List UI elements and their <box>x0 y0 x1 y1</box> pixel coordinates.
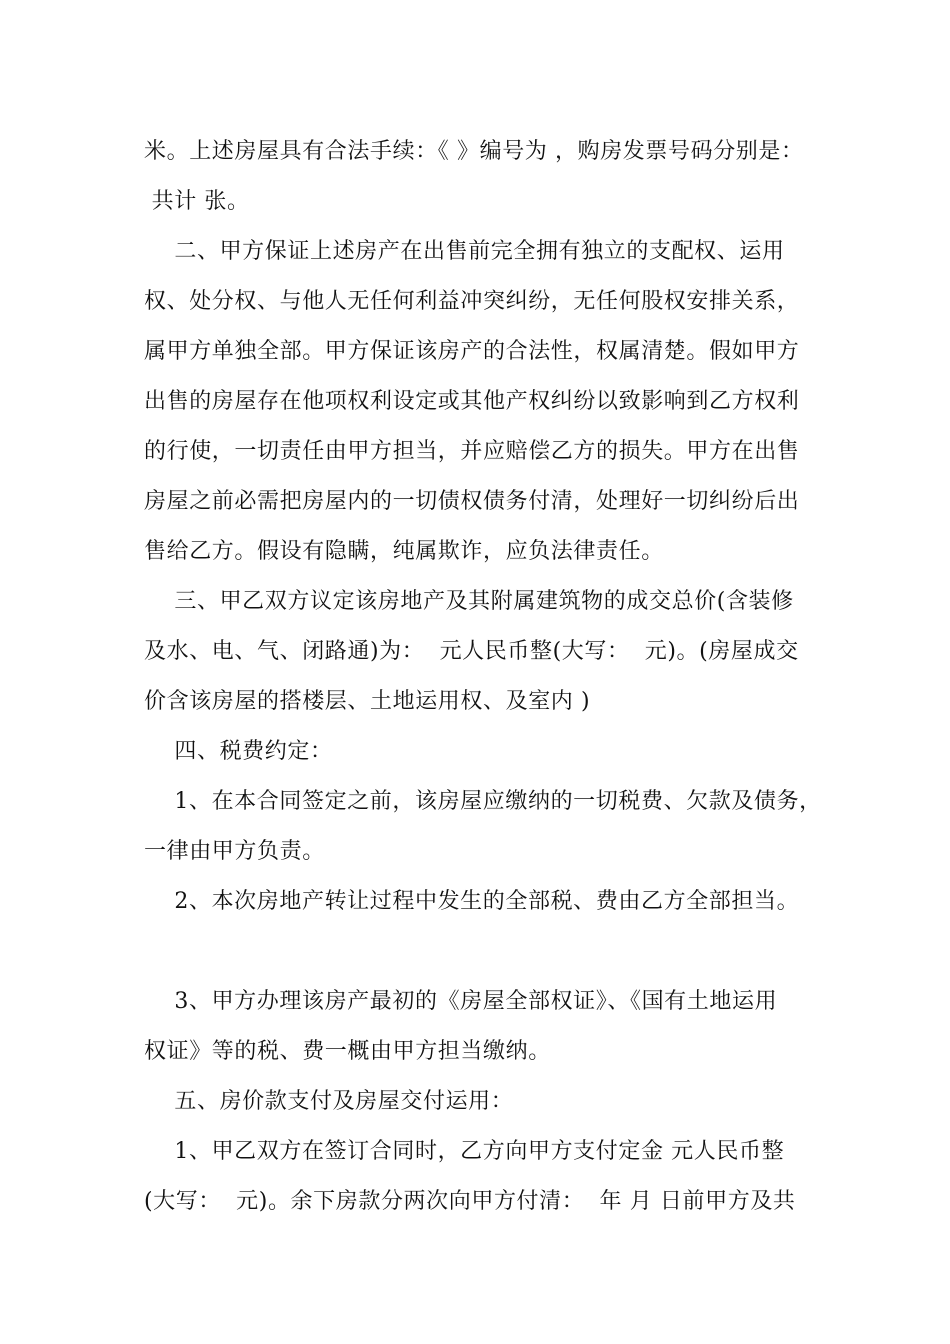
text-line: 1、甲乙双方在签订合同时，乙方向甲方支付定金 元人民币整 <box>144 1139 785 1164</box>
text-line: 及水、电、气、闭路通)为： 元人民币整(大写： 元)。(房屋成交 <box>144 639 799 664</box>
text-line: 的行使，一切责任由甲方担当，并应赔偿乙方的损失。甲方在出售 <box>144 439 800 464</box>
text-line: 五、房价款支付及房屋交付运用： <box>144 1089 514 1114</box>
text-line: 共计 张。 <box>144 189 250 214</box>
text-line: 权证》等的税、费一概由甲方担当缴纳。 <box>144 1039 551 1064</box>
text-line: 1、在本合同签定之前，该房屋应缴纳的一切税费、欠款及债务， <box>144 789 822 814</box>
text-line: 属甲方单独全部。甲方保证该房产的合法性，权属清楚。假如甲方 <box>144 339 800 364</box>
text-line: 一律由甲方负责。 <box>144 839 325 864</box>
text-line: (大写： 元)。余下房款分两次向甲方付清： 年 月 日前甲方及共 <box>144 1189 796 1214</box>
text-line: 2、本次房地产转让过程中发生的全部税、费由乙方全部担当。 <box>144 889 800 914</box>
text-line: 价含该房屋的搭楼层、土地运用权、及室内 ) <box>144 689 591 714</box>
text-line: 3、甲方办理该房产最初的《房屋全部权证》、《国有土地运用 <box>144 989 778 1014</box>
text-line: 三、甲乙双方议定该房地产及其附属建筑物的成交总价(含装修 <box>144 589 794 614</box>
text-line: 米。上述房屋具有合法手续：《 》编号为 ，购房发票号码分别是： <box>144 139 804 164</box>
text-line: 四、税费约定： <box>144 739 333 764</box>
text-line: 出售的房屋存在他项权利设定或其他产权纠纷以致影响到乙方权利 <box>144 389 800 414</box>
text-line: 二、甲方保证上述房产在出售前完全拥有独立的支配权、运用 <box>144 239 785 264</box>
text-line: 房屋之前必需把房屋内的一切债权债务付清，处理好一切纠纷后出 <box>144 489 800 514</box>
text-line: 售给乙方。假设有隐瞒，纯属欺诈，应负法律责任。 <box>144 539 664 564</box>
text-line: 权、处分权、与他人无任何利益冲突纠纷，无任何股权安排关系， <box>144 289 800 314</box>
